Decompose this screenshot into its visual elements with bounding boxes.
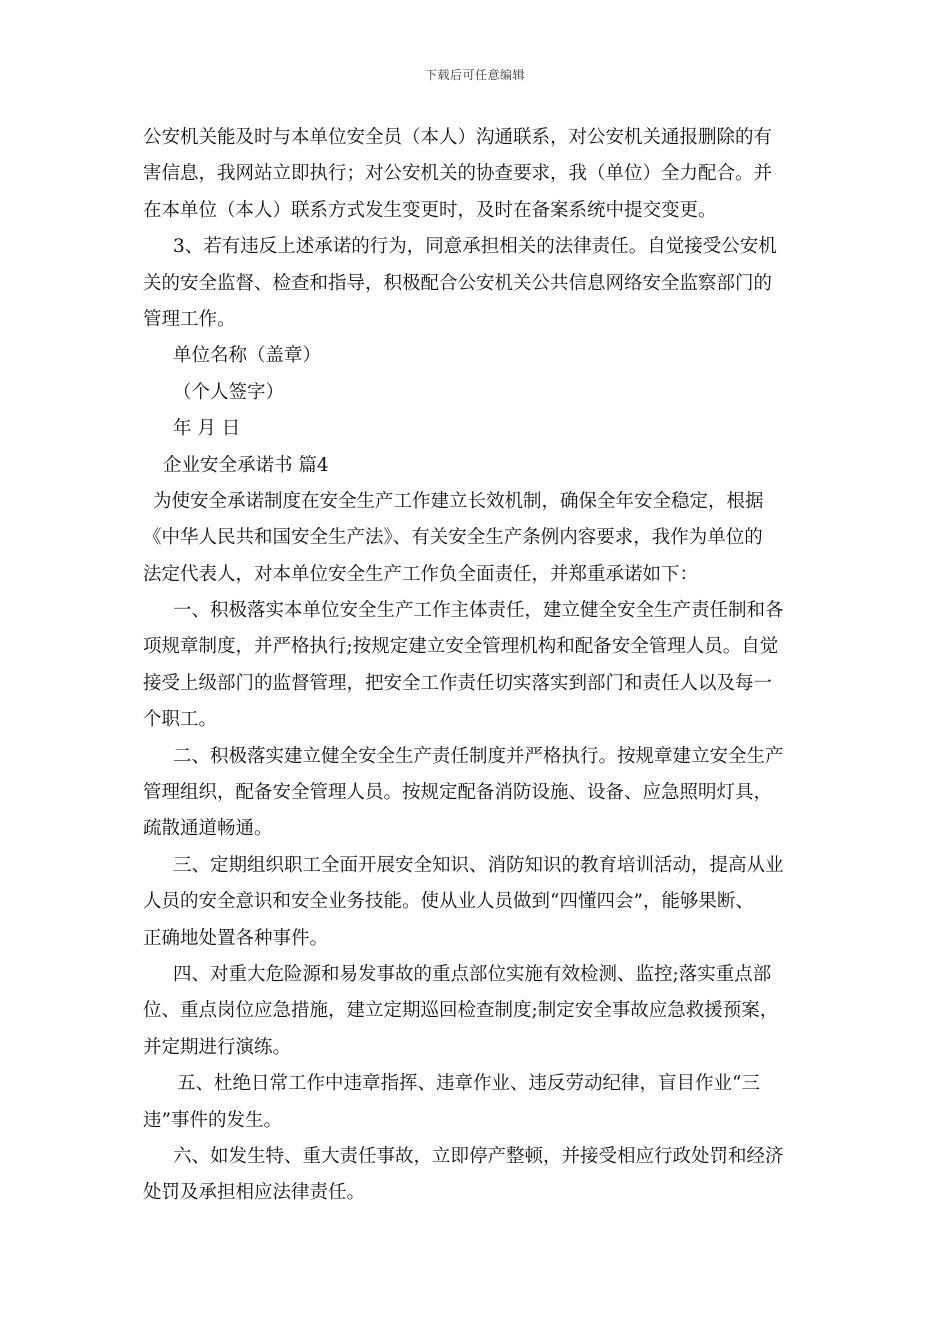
document-line: 五、杜绝日常工作中违章指挥、违章作业、违反劳动纪律，盲目作业“三 [177, 1073, 760, 1095]
document-line: 为使安全承诺制度在安全生产工作建立长效机制，确保全年安全稳定，根据 [153, 490, 764, 512]
document-line: 个职工。 [143, 709, 218, 731]
document-body [143, 120, 808, 1212]
document-line: 四、对重大危险源和易发事故的重点部位实施有效检测、监控;落实重点部 [173, 963, 772, 985]
document-line: 六、如发生特、重大责任事故，立即停产整顿，并接受相应行政处罚和经济 [173, 1145, 784, 1167]
document-line: 位、重点岗位应急措施，建立定期巡回检查制度;制定安全事故应急救援预案， [143, 1000, 779, 1022]
document-line: 人员的安全意识和安全业务技能。使从业人员做到“四懂四会”，能够果断、 [143, 891, 754, 913]
document-line: 法定代表人，对本单位安全生产工作负全面责任，并郑重承诺如下： [143, 563, 699, 585]
document-line: 三、定期组织职工全面开展安全知识、消防知识的教育培训活动，提高从业 [173, 854, 784, 876]
document-line: 项规章制度，并严格执行;按规定建立安全管理机构和配备安全管理人员。自觉 [143, 636, 779, 658]
document-line: 公安机关能及时与本单位安全员（本人）沟通联系，对公安机关通报删除的有 [143, 127, 773, 148]
document-line: 违”事件的发生。 [143, 1109, 282, 1131]
document-line: 接受上级部门的监督管理，把安全工作责任切实落实到部门和责任人以及每一 [143, 672, 773, 694]
section-heading: 企业安全承诺书 篇4 [163, 454, 329, 476]
document-line: 并定期进行演练。 [143, 1036, 292, 1058]
document-line: 疏散通道畅通。 [143, 818, 273, 840]
document-line: 关的安全监督、检查和指导，积极配合公安机关公共信息网络安全监察部门的 [143, 272, 773, 294]
document-line: 管理组织，配备安全管理人员。按规定配备消防设施、设备、应急照明灯具， [143, 782, 773, 804]
page-header-note: 下载后可任意编辑 [424, 68, 525, 82]
document-line: 害信息，我网站立即执行；对公安机关的协查要求，我（单位）全力配合。并 [143, 163, 773, 185]
document-line: 管理工作。 [143, 308, 236, 330]
document-line: 3、若有违反上述承诺的行为，同意承担相关的法律责任。自觉接受公安机 [173, 236, 777, 258]
document-line: 一、积极落实本单位安全生产工作主体责任，建立健全安全生产责任制和各 [173, 600, 784, 622]
signature-personal: （个人签字） [173, 381, 285, 403]
document-line: 二、积极落实建立健全安全生产责任制度并严格执行。按规章建立安全生产 [173, 745, 784, 767]
document-line: 《中华人民共和国安全生产法》、有关安全生产条例内容要求，我作为单位的 [143, 527, 763, 549]
signature-date: 年 月 日 [173, 418, 241, 440]
document-line: 正确地处置各种事件。 [143, 927, 329, 949]
document-line: 处罚及承担相应法律责任。 [143, 1182, 366, 1204]
document-line: 在本单位（本人）联系方式发生变更时，及时在备案系统中提交变更。 [143, 199, 717, 221]
signature-unit-name: 单位名称（盖章） [173, 345, 322, 367]
